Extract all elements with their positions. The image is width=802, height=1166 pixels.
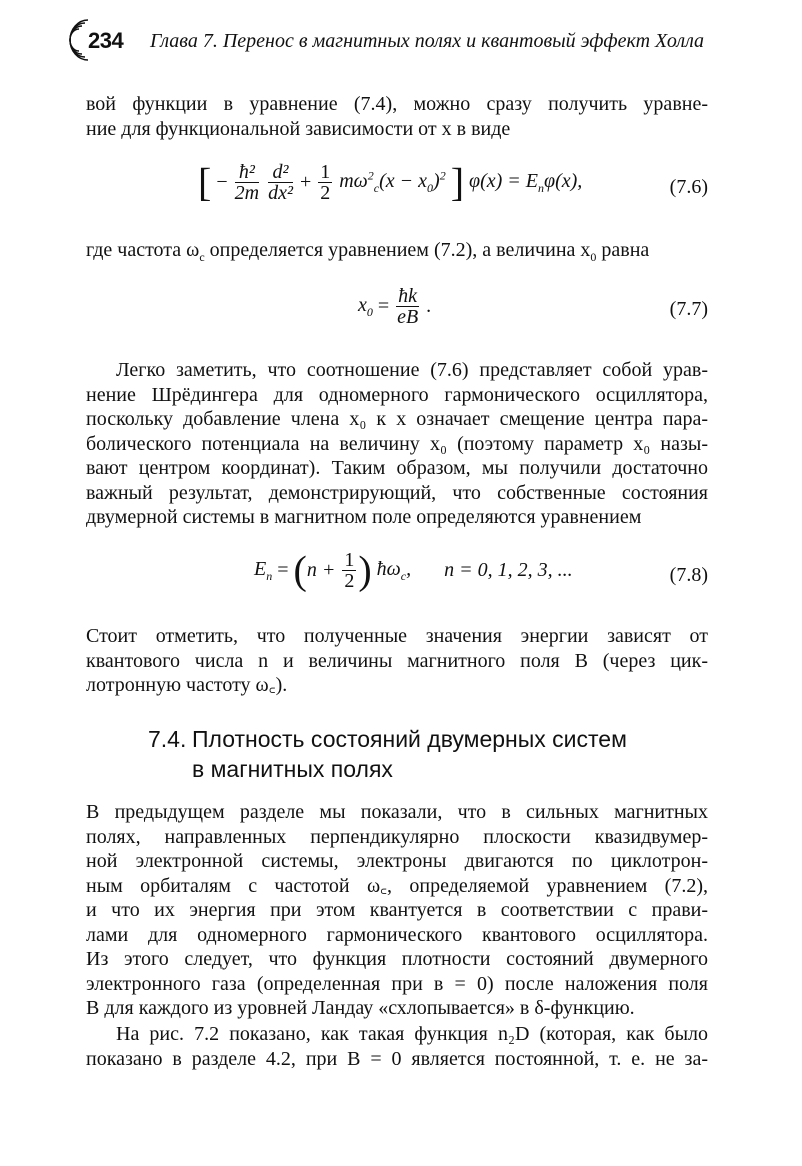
eq-range: n = 0, 1, 2, 3, ... — [444, 559, 573, 581]
paragraph-3 — [86, 358, 708, 530]
eq-text: ħω — [376, 557, 401, 580]
eq-sub: c — [373, 181, 380, 196]
eq-minus: − — [216, 171, 228, 193]
eq-dot: . — [426, 295, 432, 317]
text-part: определяется уравнением (7.2), а величина x — [204, 239, 591, 261]
eq-equals: = — [377, 295, 395, 317]
eq-den: 2 — [344, 570, 355, 592]
section-title-line2: в магнитных полях — [192, 756, 393, 782]
text-line: На рис. 7.2 показано, как такая функция n₂D (которая, как было — [116, 1023, 708, 1045]
eq-text: ) — [433, 170, 440, 193]
eq-sub: c — [400, 568, 407, 583]
text-line: лами для одномерного гармонического квантового осциллятора. — [86, 923, 708, 946]
paragraph-1 — [86, 92, 708, 141]
text-line: вой функции в уравнение (7.4), можно сразу получить уравне- — [86, 93, 708, 115]
eq-text: x — [358, 293, 367, 316]
text-line: квантового числа n и величины магнитного поля B (через цик- — [86, 649, 708, 672]
fraction-x0 — [396, 286, 419, 327]
equation-7-8 — [86, 547, 708, 602]
eq-den: dx² — [268, 182, 293, 204]
eq-num: 1 — [344, 549, 355, 571]
section-title-line1: Плотность состояний двумерных систем — [192, 726, 627, 752]
paragraph-2 — [86, 238, 708, 270]
section-heading — [148, 724, 627, 784]
text-line: Стоит отметить, что полученные значения энергии зависят от — [86, 625, 708, 647]
eq-sup: 2 — [367, 168, 374, 183]
text-line: ной электронной системы, электроны двигаются по циклотрон- — [86, 850, 708, 872]
running-title: Глава 7. Перенос в магнитных полях и квантовый эффект Холла — [150, 30, 705, 52]
text-line: вают центром координат). Таким образом, мы получили достаточно — [86, 457, 708, 479]
bracket-close: ] — [450, 159, 465, 205]
eq-lhs — [358, 293, 373, 319]
fraction-hbar — [235, 162, 259, 203]
fraction-half — [318, 162, 332, 203]
paren-close: ) — [358, 547, 372, 593]
text-sub: 0 — [590, 250, 597, 264]
eq-lhs — [254, 557, 273, 583]
paren-open: ( — [293, 547, 307, 593]
eq-sup: 2 — [439, 168, 446, 183]
text-line: полях, направленных перпендикулярно плоскости квазидвумер- — [86, 825, 708, 848]
paragraph-6 — [86, 1022, 708, 1071]
eq-after — [376, 557, 412, 583]
eq-num: ħ² — [235, 162, 259, 183]
equation-7-7 — [86, 286, 708, 336]
eq-text: φ(x), — [544, 169, 583, 192]
eq-den: 2m — [234, 182, 260, 204]
eq-sub: 0 — [427, 181, 434, 196]
text-line: электронного газа (определенная при в = 0) после наложения поля — [86, 972, 708, 995]
eq-sub: n — [538, 180, 545, 195]
eq-num: 1 — [320, 161, 331, 183]
eq-sub: 0 — [366, 304, 373, 319]
eq-equals: = — [277, 559, 294, 581]
text-line: ние для функциональной зависимости от x в виде — [86, 117, 511, 140]
paragraph-5 — [86, 800, 708, 1021]
equation-7-6 — [86, 159, 708, 218]
eq-sub: n — [266, 568, 273, 583]
text-line: нение Шрёдингера для одномерного гармонического осциллятора, — [86, 383, 708, 406]
fraction-half — [342, 550, 356, 591]
text-line: лотронную частоту ω꜀). — [86, 674, 288, 696]
fraction-derivative — [268, 162, 293, 203]
eq-plus: + — [299, 171, 312, 193]
text-line: B для каждого из уровней Ландау «схлопывается» в δ-функцию. — [86, 997, 635, 1019]
text-line: Из этого следует, что функция плотности состояний двумерного — [86, 948, 708, 970]
text-line: В предыдущем разделе мы показали, что в сильных магнитных — [86, 801, 708, 823]
equation-number: (7.6) — [669, 176, 708, 198]
text-line: двумерной системы в магнитном поле определяются уравнением — [86, 506, 642, 528]
eq-potential — [339, 168, 446, 196]
eq-den: eB — [397, 306, 419, 328]
eq-num: ħk — [398, 285, 418, 307]
text-part: где частота ω — [86, 239, 200, 261]
text-line: показано в разделе 4.2, при B = 0 является постоянной, т. е. не за- — [86, 1047, 708, 1070]
equation-number: (7.7) — [669, 298, 708, 320]
text-sub: c — [199, 250, 205, 264]
eq-text: (x − x — [379, 170, 428, 193]
bracket-open: [ — [198, 159, 212, 205]
eq-rhs — [469, 169, 583, 195]
text-line: и что их энергия при этом квантуется в соответствии с прави- — [86, 899, 708, 921]
page-number: 234 — [88, 28, 124, 53]
section-number: 7.4. — [148, 726, 187, 752]
text-line — [86, 238, 708, 270]
eq-text: mω — [339, 170, 368, 193]
eq-num: d² — [268, 162, 293, 183]
paragraph-4 — [86, 624, 708, 698]
text-line: Легко заметить, что соотношение (7.6) представляет собой урав- — [116, 359, 708, 381]
eq-text: E — [254, 557, 267, 580]
eq-text: φ(x) = E — [469, 169, 539, 192]
text-part: равна — [596, 239, 650, 261]
eq-text: n + — [306, 559, 341, 581]
text-line: поскольку добавление члена x₀ к x означает смещение центра пара- — [86, 408, 708, 430]
running-header — [58, 14, 718, 64]
text-line: болического потенциала на величину x₀ (поэтому параметр x₀ назы- — [86, 432, 708, 455]
eq-den: 2 — [320, 182, 331, 204]
eq-text: , — [406, 557, 412, 580]
equation-number: (7.8) — [669, 564, 708, 586]
text-line: важный результат, демонстрирующий, что собственные состояния — [86, 481, 708, 504]
text-line: ным орбиталям с частотой ω꜀, определяемой уравнением (7.2), — [86, 874, 708, 897]
